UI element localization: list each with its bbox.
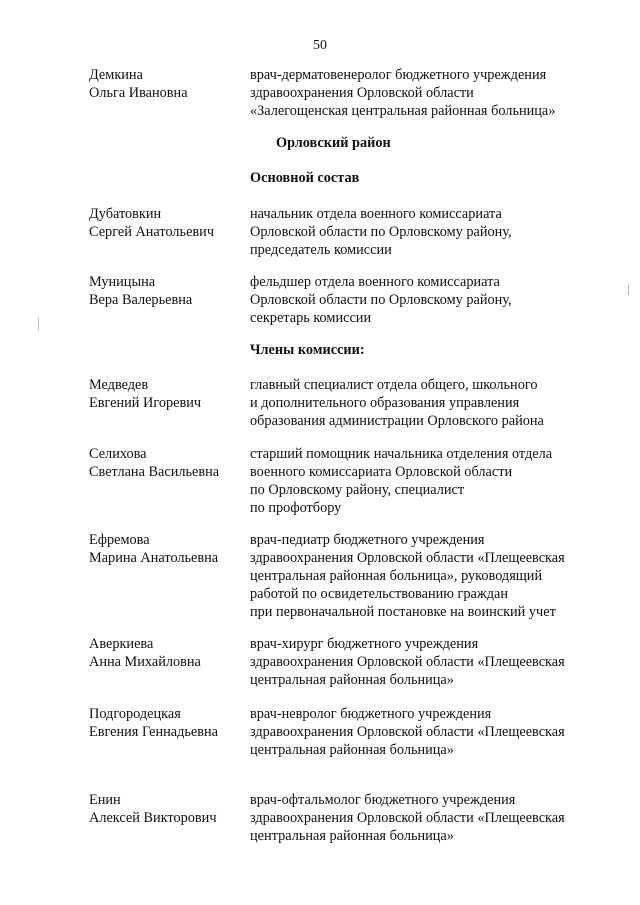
surname: Енин <box>89 792 121 808</box>
role-line: старший помощник начальника отделения отдела <box>250 446 553 462</box>
role-line: центральная районная больница» <box>250 828 454 844</box>
role-line: председатель комиссии <box>250 242 392 258</box>
person-role <box>250 635 610 689</box>
role-line: и дополнительного образования управления <box>250 395 520 411</box>
role-line: при первоначальной постановке на воинский учет <box>250 604 556 620</box>
role-line: врач-дерматовенеролог бюджетного учреждения <box>250 67 547 83</box>
person-role <box>250 205 610 259</box>
given-names: Сергей Анатольевич <box>89 224 215 240</box>
given-names: Евгения Геннадьевна <box>89 724 219 740</box>
role-line: здравоохранения Орловской области «Плещеевская <box>250 810 565 826</box>
page-number: 50 <box>313 38 327 53</box>
district-heading: Орловский район <box>276 135 391 151</box>
given-names: Марина Анатольевна <box>89 550 219 566</box>
surname: Аверкиева <box>89 636 154 652</box>
role-line: военного комиссариата Орловской области <box>250 464 513 480</box>
role-line: по профотбору <box>250 500 342 516</box>
given-names: Алексей Викторович <box>89 810 217 826</box>
role-line: начальник отдела военного комиссариата <box>250 206 502 222</box>
scan-artifact <box>38 318 39 330</box>
role-line: здравоохранения Орловской области «Плещеевская <box>250 550 565 566</box>
person-role <box>250 705 610 759</box>
person-name <box>89 705 239 741</box>
person-name <box>89 273 239 309</box>
person-role <box>250 445 610 517</box>
person-name <box>89 205 239 241</box>
surname: Дубатовкин <box>89 206 162 222</box>
person-role <box>250 791 610 845</box>
surname: Селихова <box>89 446 147 462</box>
person-name <box>89 531 239 567</box>
given-names: Анна Михайловна <box>89 654 201 670</box>
person-name <box>89 445 239 481</box>
person-role <box>250 531 610 621</box>
role-line: фельдшер отдела военного комиссариата <box>250 274 500 290</box>
given-names: Вера Валерьевна <box>89 292 193 308</box>
role-line: «Залегощенская центральная районная больница» <box>250 103 556 119</box>
role-line: центральная районная больница» <box>250 742 454 758</box>
person-role <box>250 66 610 120</box>
scan-artifact <box>628 285 629 295</box>
surname: Ефремова <box>89 532 150 548</box>
surname: Медведев <box>89 377 149 393</box>
surname: Демкина <box>89 67 143 83</box>
role-line: здравоохранения Орловской области «Плещеевская <box>250 724 565 740</box>
role-line: врач-педиатр бюджетного учреждения <box>250 532 485 548</box>
given-names: Евгений Игоревич <box>89 395 202 411</box>
role-line: врач-офтальмолог бюджетного учреждения <box>250 792 516 808</box>
role-line: здравоохранения Орловской области «Плещеевская <box>250 654 565 670</box>
main-composition-heading: Основной состав <box>250 170 360 186</box>
given-names: Ольга Ивановна <box>89 85 188 101</box>
role-line: по Орловскому району, специалист <box>250 482 465 498</box>
role-line: работой по освидетельствованию граждан <box>250 586 509 602</box>
role-line: Орловской области по Орловскому району, <box>250 224 512 240</box>
person-name <box>89 376 239 412</box>
given-names: Светлана Васильевна <box>89 464 220 480</box>
role-line: центральная районная больница», руководящий <box>250 568 543 584</box>
person-name <box>89 791 239 827</box>
person-role <box>250 273 610 327</box>
role-line: Орловской области по Орловскому району, <box>250 292 512 308</box>
surname: Подгородецкая <box>89 706 181 722</box>
role-line: секретарь комиссии <box>250 310 372 326</box>
role-line: врач-хирург бюджетного учреждения <box>250 636 479 652</box>
role-line: центральная районная больница» <box>250 672 454 688</box>
role-line: главный специалист отдела общего, школьного <box>250 377 538 393</box>
members-heading: Члены комиссии: <box>250 342 365 358</box>
person-name <box>89 66 239 102</box>
surname: Муницына <box>89 274 156 290</box>
role-line: здравоохранения Орловской области <box>250 85 474 101</box>
role-line: врач-невролог бюджетного учреждения <box>250 706 492 722</box>
person-name <box>89 635 239 671</box>
person-role <box>250 376 610 430</box>
role-line: образования администрации Орловского района <box>250 413 544 429</box>
